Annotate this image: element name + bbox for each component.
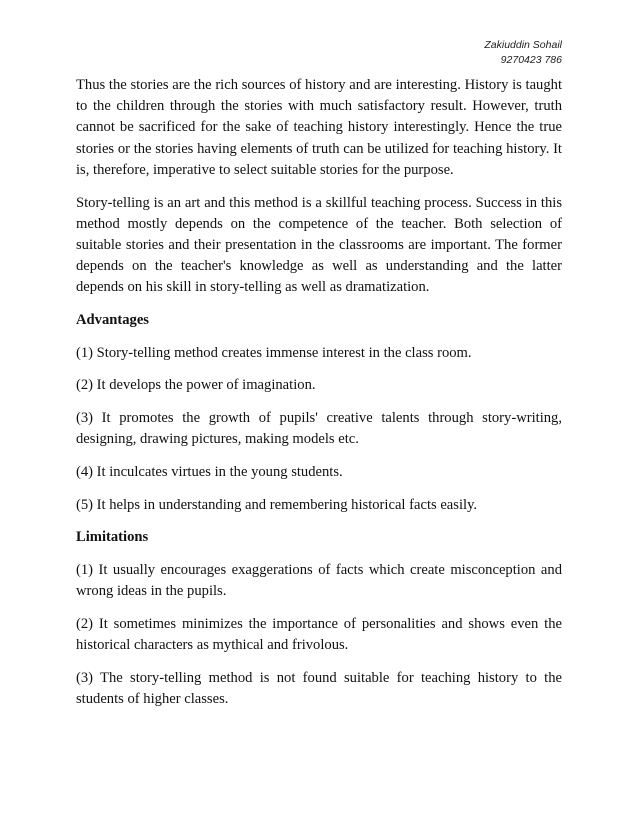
limitation-item-2: (2) It sometimes minimizes the importance of personalities and shows even the historical characters as mythical and frivolous. — [76, 616, 562, 654]
page-header — [484, 38, 562, 68]
limitation-item-1: (1) It usually encourages exaggerations of facts which create misconception and wrong ideas in the pupils. — [76, 562, 562, 600]
header-phone: 9270423 786 — [500, 54, 562, 66]
advantage-item-3: (3) It promotes the growth of pupils' creative talents through story-writing, designing, drawing pictures, making models etc. — [76, 410, 562, 448]
advantage-item-1: (1) Story-telling method creates immense interest in the class room. — [76, 344, 472, 361]
advantage-item-2: (2) It develops the power of imagination. — [76, 377, 316, 394]
advantages-heading: Advantages — [76, 312, 149, 329]
advantage-item-4: (4) It inculcates virtues in the young students. — [76, 464, 343, 481]
document-body — [76, 75, 562, 722]
header-author: Zakiuddin Sohail — [484, 39, 562, 51]
advantage-item-5: (5) It helps in understanding and remembering historical facts easily. — [76, 496, 478, 513]
limitations-heading: Limitations — [76, 529, 149, 546]
body-paragraph-1: Thus the stories are the rich sources of history and are interesting. History is taught to the children through the stories with much satisfactory result. However, truth cannot be sacrificed for the sake of teaching history interestingly. Hence the true stories or the stories having elements of truth can be utilized for teaching history. It is, therefore, imperative to select suitable stories for the purpose. — [76, 77, 562, 178]
limitation-item-3: (3) The story-telling method is not found suitable for teaching history to the students of higher classes. — [76, 669, 562, 708]
body-paragraph-2: Story-telling is an art and this method is a skillful teaching process. Success in this method mostly depends on the competence of the teacher. Both selection of suitable stories and their presentation in the classrooms are important. The former depends on the teacher's knowledge as well as understanding and the latter depends on his skill in story-telling as well as dramatization. — [76, 194, 562, 296]
